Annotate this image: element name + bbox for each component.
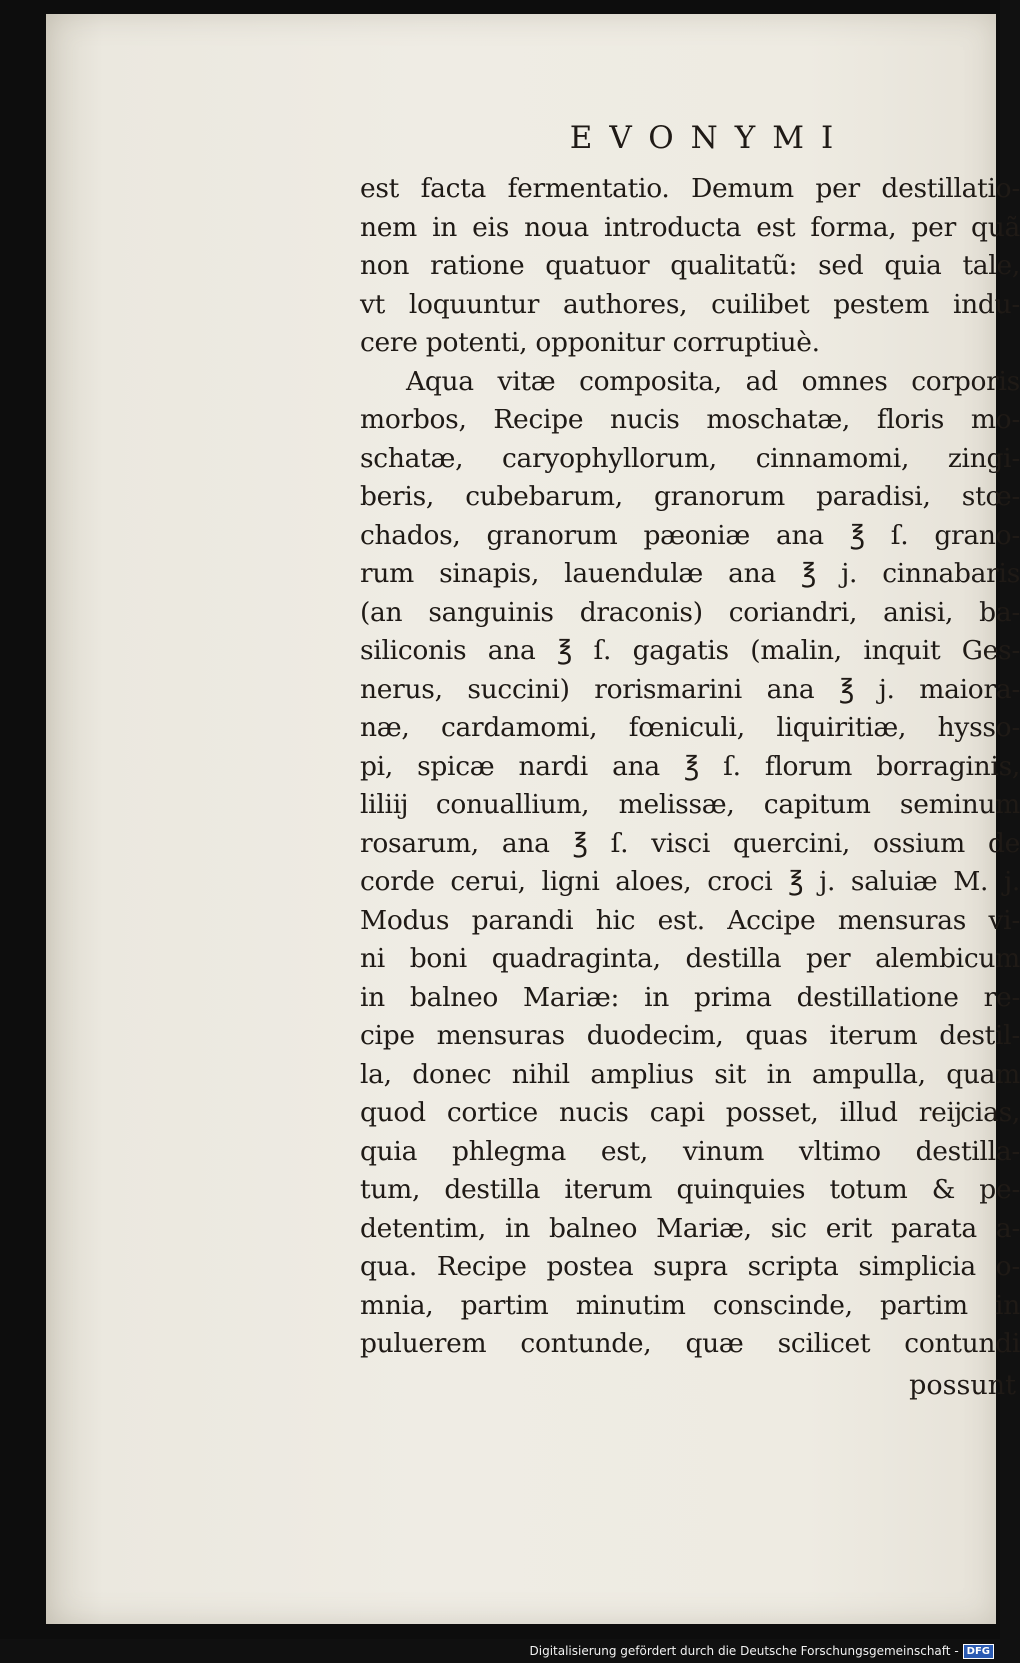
text-line: rum sinapis, lauendulæ ana ℥ j. cinnabaris [360,558,1020,589]
text-line: nem in eis noua introducta est forma, per quã [360,211,1020,243]
text-line: corde cerui, ligni aloes, croci ℥ j. saluiæ M. j. [360,866,1020,897]
text-line: schatæ, caryophyllorum, cinnamomi, zingi- [360,442,1020,474]
text-line: mnia, partim minutim conscinde, partim in [360,1289,1020,1321]
book-page [46,14,1020,1624]
text-line: rosarum, ana ℥ ſ. visci quercini, ossium de [360,827,1020,859]
text-line: est facta fermentatio. Demum per destillatio- [360,173,1020,204]
text-line: qua. Recipe postea supra scripta simplicia o- [360,1251,1020,1282]
text-line: Modus parandi hic est. Accipe mensuras vi- [360,904,1020,936]
text-line: vt loquuntur authores, cuilibet pestem indu- [360,288,1020,320]
body-text [360,170,1020,1364]
text-line: pi, spicæ nardi ana ℥ ſ. florum borraginis, [360,750,1020,782]
text-line: liliĳ conuallium, melissæ, capitum seminum [360,789,1020,820]
catchword: possunt [909,1369,1016,1401]
text-line: chados, granorum pæoniæ ana ℥ ſ. grano- [360,519,1020,551]
text-line: ni boni quadraginta, destilla per alembicum [360,943,1020,974]
digitization-footer [0,1639,1000,1663]
text-line: cipe mensuras duodecim, quas iterum destil- [360,1020,1020,1051]
text-block [360,120,1020,1401]
text-line: næ, cardamomi, fœniculi, liquiritiæ, hysso- [360,712,1020,743]
text-line: (an sanguinis draconis) coriandri, anisi, ba- [360,596,1020,628]
text-line: Aqua vitæ composita, ad omnes corporis [406,365,1020,397]
footer-credit: Digitalisierung gefördert durch die Deutsche Forschungsgemeinschaft - [529,1644,959,1658]
dfg-logo-icon: DFG [963,1644,994,1659]
text-line: morbos, Recipe nucis moschatæ, floris mo- [360,404,1020,435]
text-line: nerus, succini) rorismarini ana ℥ j. maiora- [360,673,1020,705]
text-line: in balneo Mariæ: in prima destillatione re- [360,981,1020,1013]
text-line: la, donec nihil amplius sit in ampulla, quam [360,1058,1020,1090]
text-line: puluerem contunde, quæ scilicet contundi [360,1328,1020,1359]
text-line: non ratione quatuor qualitatũ: sed quia tale, [360,250,1020,281]
text-line: tum, destilla iterum quinquies totum & pe- [360,1174,1020,1205]
text-line: cere potenti, opponitur corruptiuè. [360,327,820,358]
text-line: quod cortice nucis capi posset, illud reĳcias, [360,1097,1020,1128]
text-line: beris, cubebarum, granorum paradisi, stœ- [360,481,1020,512]
text-line: detentim, in balneo Mariæ, sic erit parata a- [360,1212,1020,1244]
running-head: EVONYMI [569,120,851,156]
text-line: siliconis ana ℥ ſ. gagatis (malin, inquit Ges- [360,635,1020,666]
text-line: quia phlegma est, vinum vltimo destilla- [360,1135,1020,1167]
